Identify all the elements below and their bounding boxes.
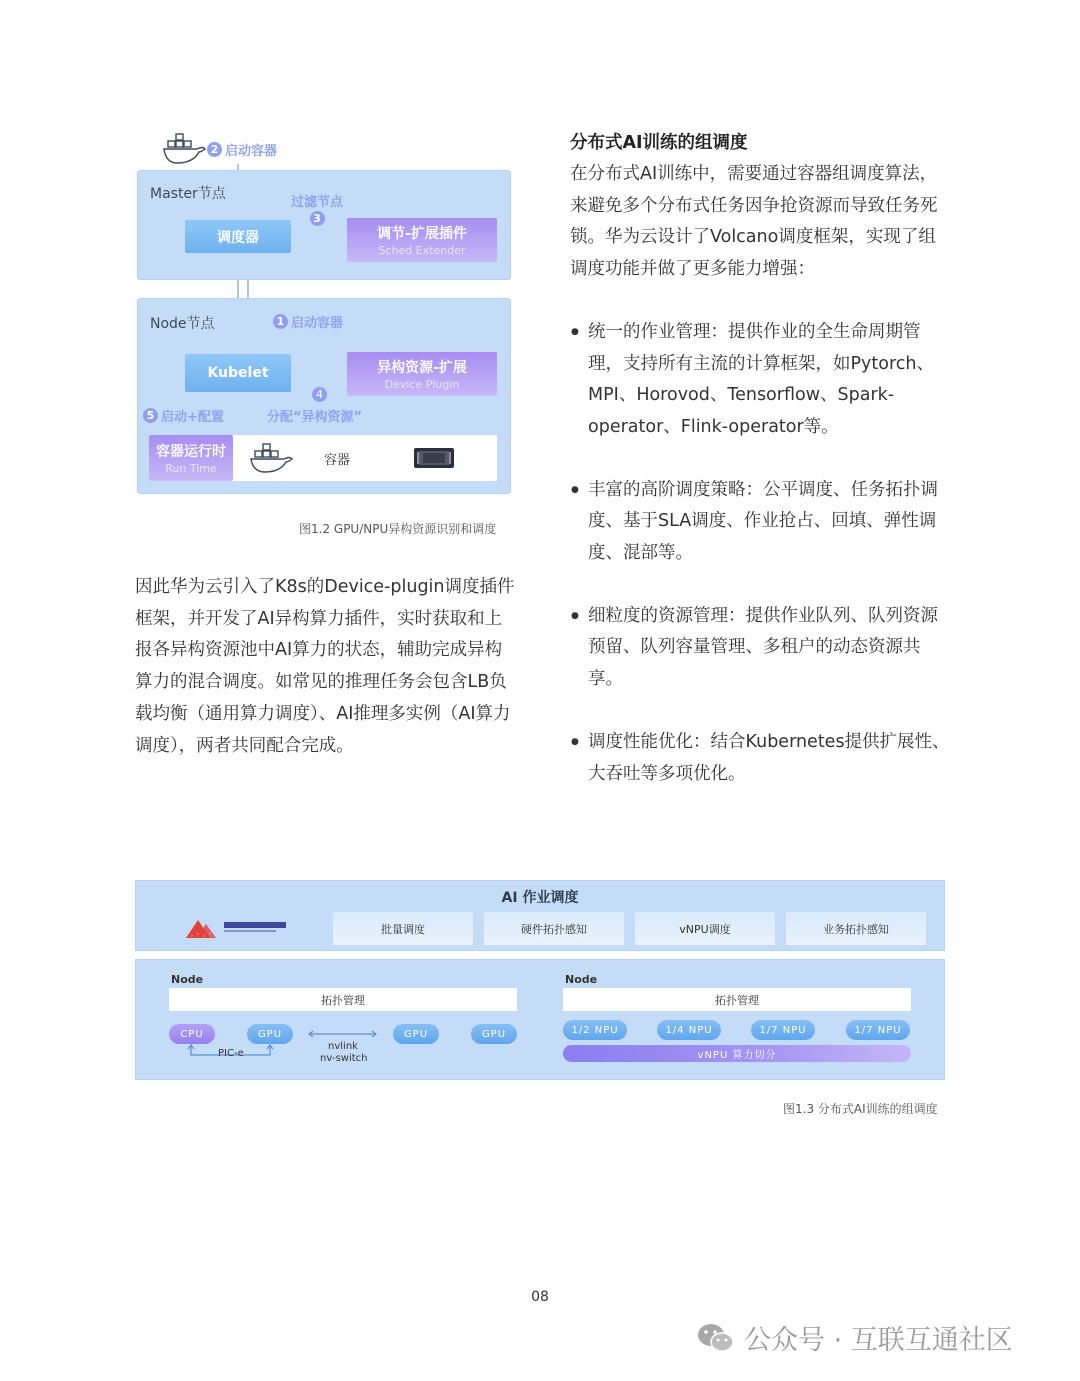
step-3-label: 过滤节点 3 [291, 195, 344, 225]
step-2-label: 2 启动容器 [207, 140, 277, 159]
docker-icon [245, 441, 295, 475]
feature-hardware-topology: 硬件拓扑感知 [484, 912, 624, 945]
right-column [570, 128, 950, 821]
gpu-chip: GPU [393, 1024, 439, 1044]
npu-topology-bar: 拓扑管理 [563, 988, 911, 1011]
sched-extender-box: 调节-扩展插件 Sched Extender [347, 218, 497, 262]
step-4-number: 4 [312, 387, 327, 402]
pcie-label: PIC-e [218, 1048, 244, 1059]
feature-list [570, 317, 950, 790]
watermark-text: 公众号 · 互联互通社区 [744, 1325, 1013, 1356]
wechat-icon [696, 1321, 736, 1355]
ai-job-scheduling-title: AI 作业调度 [501, 890, 579, 906]
gpu-chip: GPU [471, 1024, 517, 1044]
list-item: ● 调度性能优化：结合Kubernetes提供扩展性、大吞吐等多项优化。 [570, 727, 950, 790]
left-paragraph: 因此华为云引入了K8s的Device-plugin调度插件框架，并开发了AI异构算力插件，实时获取和上报各异构资源池中AI算力的状态，辅助完成异构算力的混合调度。如常见的推理任务会包含LB负载均衡（通用算力调度）、AI推理多实例（AI算力调度），两者共同配合完成。 [135, 577, 515, 756]
list-item: ● 丰富的高阶调度策略：公平调度、任务拓扑调度、基于SLA调度、作业抢占、回填、弹性调度、混部等。 [570, 475, 950, 570]
section-title: 分布式AI训练的组调度 [570, 133, 748, 153]
page-number: 08 [531, 1289, 549, 1305]
feature-vnpu-scheduling: vNPU调度 [635, 912, 775, 945]
figure-1-3-caption: 图1.3 分布式AI训练的组调度 [783, 1102, 938, 1116]
node-panels [135, 959, 945, 1080]
volcano-logo [184, 914, 294, 940]
npu-chip: 1/7 NPU [751, 1020, 815, 1040]
feature-batch-scheduling: 批量调度 [333, 912, 473, 945]
runtime-row [149, 435, 497, 481]
cpu-chip: CPU [169, 1024, 215, 1044]
step-4-label: 分配“异构资源” [267, 410, 363, 425]
worker-node-label: Node节点 [150, 316, 215, 332]
ai-job-scheduling-panel [135, 880, 945, 951]
npu-chip: 1/4 NPU [657, 1020, 721, 1040]
device-plugin-box: 异构资源-扩展 Device Plugin [347, 352, 497, 396]
list-item: ● 统一的作业管理：提供作业的全生命周期管理，支持所有主流的计算框架，如Pytorch、MPI、Horovod、Tensorflow、Spark-operator、Flink-operator等。 [570, 317, 950, 444]
gpu-node-panel [136, 963, 536, 1076]
scheduler-box: 调度器 [185, 220, 291, 253]
section-intro: 在分布式AI训练中，需要通过容器组调度算法，来避免多个分布式任务因争抢资源而导致任务死锁。华为云设计了Volcano调度框架，实现了组调度功能并做了更多能力增强： [570, 164, 938, 280]
step-1-label: 1 启动容器 [273, 312, 343, 331]
gpu-topology-bar: 拓扑管理 [169, 988, 517, 1011]
gpu-chip: GPU [247, 1024, 293, 1044]
accelerator-card-icon [413, 446, 455, 470]
watermark [696, 1318, 1013, 1357]
npu-node-panel [546, 963, 946, 1076]
npu-chip: 1/2 NPU [563, 1020, 627, 1040]
feature-business-topology: 业务拓扑感知 [786, 912, 926, 945]
container-label: 容器 [324, 453, 351, 468]
npu-chip: 1/7 NPU [846, 1020, 910, 1040]
step-5-label: 5 启动+配置 [143, 406, 224, 425]
figure-1-2-caption: 图1.2 GPU/NPU异构资源识别和调度 [299, 522, 497, 536]
vnpu-partition-bar: vNPU 算力切分 [563, 1045, 911, 1062]
list-item: ● 细粒度的资源管理：提供作业队列、队列资源预留、队列容量管理、多租户的动态资源共享。 [570, 601, 950, 696]
master-node-label: Master节点 [150, 186, 226, 202]
kubelet-box: Kubelet [185, 354, 291, 392]
npu-node-label: Node [565, 973, 598, 986]
nvswitch-label: nv-switch [320, 1053, 368, 1064]
nvlink-label: nvlink [328, 1041, 358, 1052]
gpu-node-label: Node [171, 973, 204, 986]
container-runtime-box: 容器运行时 Run Time [149, 435, 233, 481]
figure-gpu-npu-scheduling [135, 130, 515, 500]
docker-icon-top [164, 134, 205, 163]
